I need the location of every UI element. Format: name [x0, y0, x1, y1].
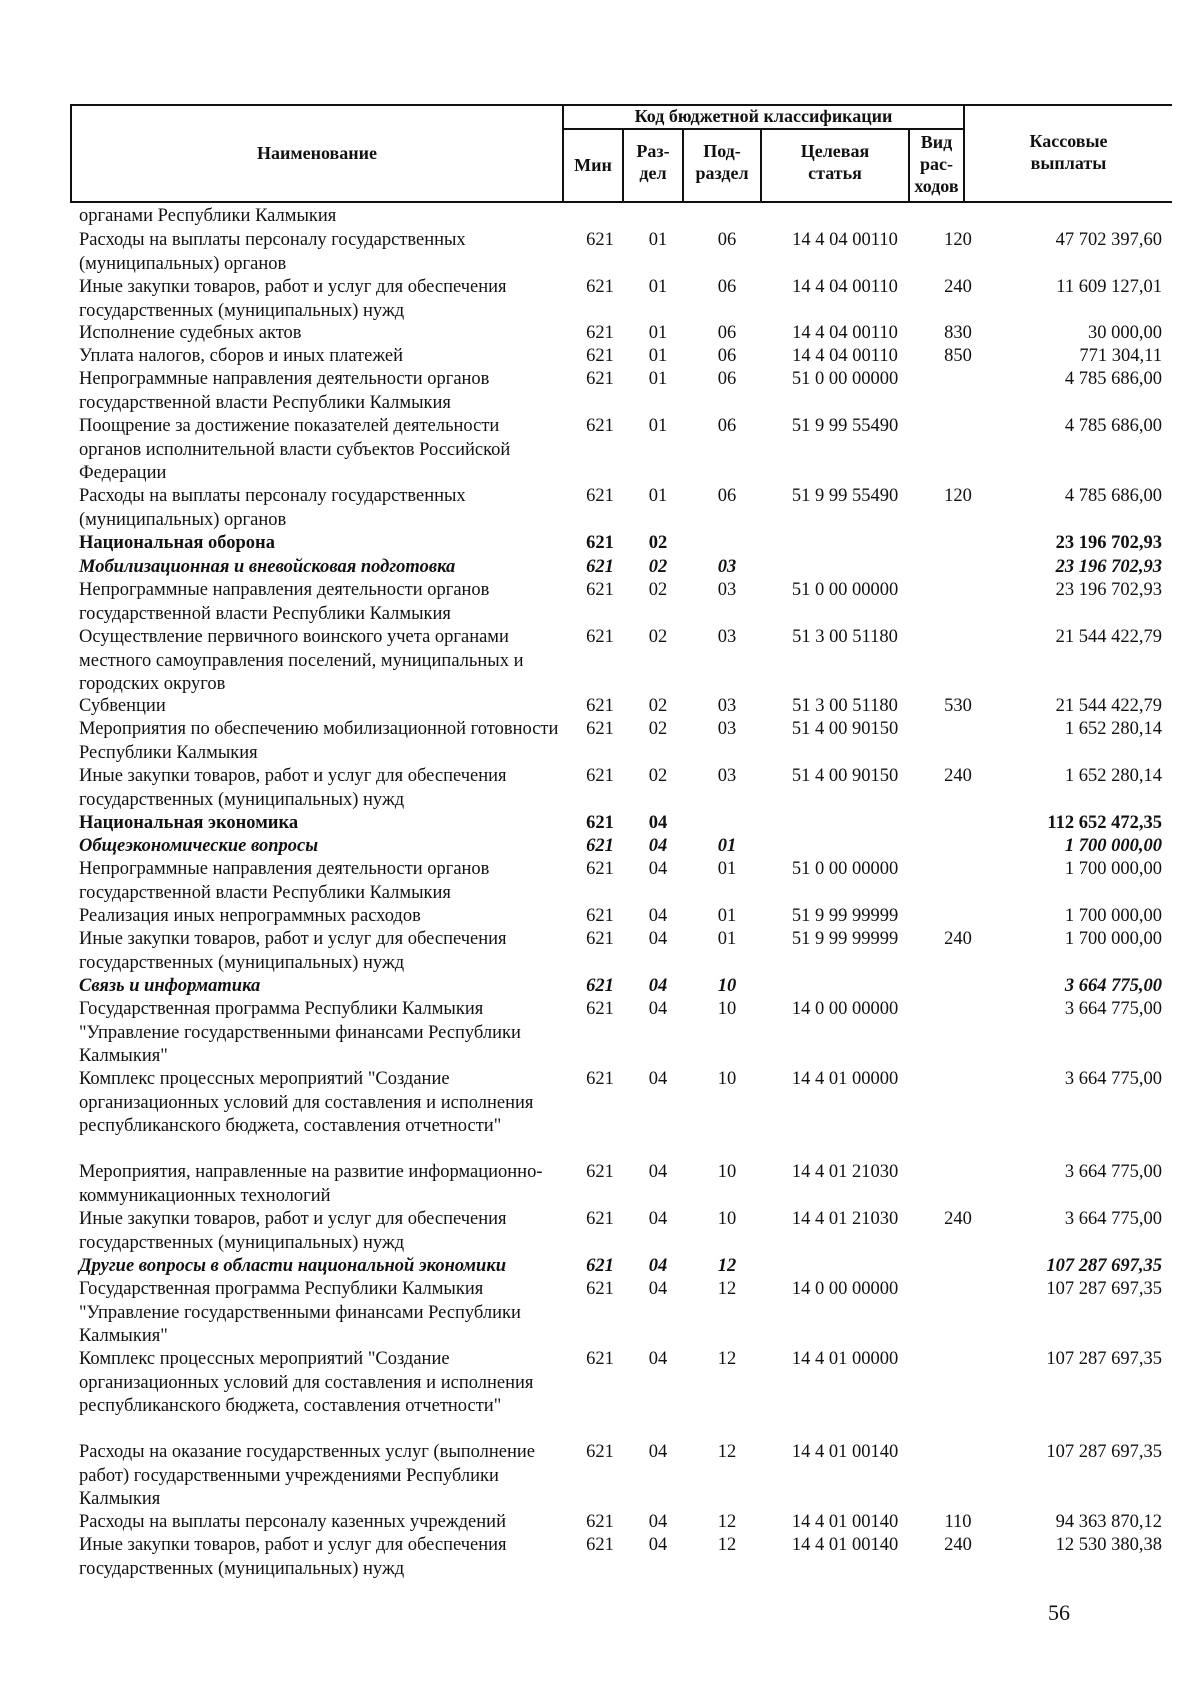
row-razdel: 04	[648, 1209, 668, 1229]
row-min: 621	[586, 230, 614, 250]
row-razdel: 04	[648, 1349, 668, 1369]
row-sum: 1 652 280,14	[1064, 719, 1162, 739]
row-podrazdel: 06	[717, 346, 737, 366]
row-vid: 240	[944, 1209, 972, 1229]
row-razdel: 02	[648, 580, 668, 600]
row-sum: 23 196 702,93	[1055, 580, 1162, 600]
row-tselevaya: 14 0 00 00000	[791, 999, 899, 1019]
row-sum: 771 304,11	[1079, 346, 1162, 366]
row-podrazdel: 06	[717, 230, 737, 250]
row-vid: 240	[944, 1535, 972, 1555]
row-razdel: 04	[648, 999, 668, 1019]
row-name: Расходы на выплаты персоналу казенных учреждений	[79, 1512, 506, 1532]
row-name: Иные закупки товаров, работ и услуг для обеспечения государственных (муниципальных) нужд	[79, 277, 507, 321]
row-name: Иные закупки товаров, работ и услуг для обеспечения государственных (муниципальных) нужд	[79, 1209, 507, 1253]
row-sum: 3 664 775,00	[1064, 1162, 1162, 1182]
row-sum: 3 664 775,00	[1064, 1069, 1162, 1089]
row-vid: 120	[944, 486, 972, 506]
header-vid-line1: Вид	[920, 132, 953, 152]
row-tselevaya: 14 4 01 00140	[791, 1512, 899, 1532]
row-sum: 112 652 472,35	[1047, 813, 1162, 833]
row-min: 621	[586, 766, 614, 786]
row-min: 621	[586, 859, 614, 879]
row-min: 621	[586, 1162, 614, 1182]
row-podrazdel: 06	[717, 486, 737, 506]
row-min: 621	[586, 416, 614, 436]
row-tselevaya: 14 0 00 00000	[791, 1279, 899, 1299]
row-podrazdel: 12	[717, 1279, 737, 1299]
row-podrazdel: 01	[717, 906, 737, 926]
row-tselevaya: 51 9 99 55490	[791, 486, 899, 506]
row-razdel: 04	[648, 813, 668, 833]
row-min: 621	[586, 323, 614, 343]
row-sum: 11 609 127,01	[1056, 277, 1162, 297]
row-name: Общеэкономические вопросы	[79, 836, 319, 856]
row-vid: 110	[944, 1512, 972, 1532]
row-name: Государственная программа Республики Калмыкия "Управление государственными финансами Республики Калмыкия"	[79, 1279, 521, 1346]
row-min: 621	[586, 1349, 614, 1369]
row-sum: 47 702 397,60	[1055, 230, 1162, 250]
header-razdel-line2: дел	[639, 163, 667, 183]
row-sum: 4 785 686,00	[1064, 416, 1162, 436]
row-tselevaya: 14 4 04 00110	[792, 323, 898, 343]
row-name: Связь и информатика	[79, 976, 261, 996]
header-code-group: Код бюджетной классификации	[634, 106, 893, 126]
row-min: 621	[586, 1535, 614, 1555]
row-podrazdel: 10	[717, 976, 737, 996]
row-podrazdel: 06	[717, 277, 737, 297]
row-podrazdel: 03	[717, 557, 737, 577]
row-name: Непрограммные направления деятельности органов государственной власти Республики Калмыкия	[79, 859, 490, 903]
header-razdel-line1: Раз-	[636, 141, 670, 161]
row-tselevaya: 14 4 01 00000	[791, 1069, 899, 1089]
row-name: Осуществление первичного воинского учета органами местного самоуправления поселений, муниципальных и городских округов	[79, 627, 524, 694]
row-min: 621	[586, 627, 614, 647]
row-tselevaya: 14 4 01 21030	[791, 1209, 899, 1229]
row-sum: 12 530 380,38	[1055, 1535, 1162, 1555]
row-sum: 3 664 775,00	[1064, 976, 1162, 996]
row-sum: 1 700 000,00	[1064, 836, 1162, 856]
header-podrazdel-line2: раздел	[695, 163, 749, 183]
header-podrazdel-line1: Под-	[703, 141, 741, 161]
row-tselevaya: 51 0 00 00000	[791, 369, 899, 389]
row-vid: 240	[944, 766, 972, 786]
row-razdel: 04	[648, 1512, 668, 1532]
row-razdel: 04	[648, 1442, 668, 1462]
row-razdel: 01	[648, 369, 668, 389]
row-razdel: 01	[648, 277, 668, 297]
row-podrazdel: 03	[717, 627, 737, 647]
row-min: 621	[586, 976, 614, 996]
row-sum: 1 700 000,00	[1064, 859, 1162, 879]
row-podrazdel: 01	[717, 836, 737, 856]
row-min: 621	[586, 906, 614, 926]
row-razdel: 04	[648, 1535, 668, 1555]
row-podrazdel: 10	[717, 999, 737, 1019]
row-min: 621	[586, 1279, 614, 1299]
row-tselevaya: 51 9 99 99999	[791, 906, 899, 926]
row-min: 621	[586, 346, 614, 366]
row-podrazdel: 10	[717, 1069, 737, 1089]
row-min: 621	[586, 557, 614, 577]
row-razdel: 01	[648, 416, 668, 436]
row-name: Мероприятия, направленные на развитие информационно-коммуникационных технологий	[79, 1162, 543, 1206]
header-podrazdel	[684, 140, 760, 184]
row-name: Исполнение судебных актов	[79, 323, 302, 343]
row-podrazdel: 03	[717, 719, 737, 739]
header-vid-line2: рас-	[920, 154, 953, 174]
row-razdel: 01	[648, 323, 668, 343]
row-tselevaya: 51 4 00 90150	[791, 766, 899, 786]
row-vid: 530	[944, 696, 972, 716]
row-sum: 21 544 422,79	[1055, 627, 1162, 647]
row-sum: 107 287 697,35	[1046, 1349, 1162, 1369]
row-podrazdel: 03	[717, 766, 737, 786]
row-tselevaya: 14 4 04 00110	[792, 346, 898, 366]
row-tselevaya: 51 3 00 51180	[792, 627, 898, 647]
row-tselevaya: 14 4 04 00110	[792, 230, 898, 250]
row-min: 621	[586, 1442, 614, 1462]
row-razdel: 04	[648, 859, 668, 879]
row-tselevaya: 14 4 01 00140	[791, 1442, 899, 1462]
row-name: Иные закупки товаров, работ и услуг для обеспечения государственных (муниципальных) нужд	[79, 929, 507, 973]
row-podrazdel: 12	[717, 1442, 737, 1462]
row-name: Комплекс процессных мероприятий "Создание организационных условий для составления и исполнения республиканского бюджета, составления отчетности"	[79, 1069, 534, 1136]
row-tselevaya: 14 4 01 00140	[791, 1535, 899, 1555]
row-min: 621	[586, 999, 614, 1019]
header-name: Наименование	[257, 143, 377, 163]
row-razdel: 04	[648, 906, 668, 926]
row-name: Иные закупки товаров, работ и услуг для обеспечения государственных (муниципальных) нужд	[79, 766, 507, 810]
row-podrazdel: 06	[717, 369, 737, 389]
header-tselevaya-line1: Целевая	[800, 141, 870, 161]
row-vid: 830	[944, 323, 972, 343]
row-razdel: 02	[648, 627, 668, 647]
row-tselevaya: 51 3 00 51180	[792, 696, 898, 716]
row-podrazdel: 10	[717, 1162, 737, 1182]
row-tselevaya: 51 9 99 55490	[791, 416, 899, 436]
row-podrazdel: 01	[717, 929, 737, 949]
row-podrazdel: 03	[717, 580, 737, 600]
row-tselevaya: 51 0 00 00000	[791, 859, 899, 879]
row-name: Комплекс процессных мероприятий "Создание организационных условий для составления и исполнения республиканского бюджета, составления отчетности"	[79, 1349, 534, 1416]
row-name: Уплата налогов, сборов и иных платежей	[79, 346, 404, 366]
header-kassovye-line1: Кассовые	[1029, 131, 1108, 151]
row-min: 621	[586, 1256, 614, 1276]
row-tselevaya: 51 4 00 90150	[791, 719, 899, 739]
header-razdel	[624, 140, 682, 184]
row-name: Реализация иных непрограммных расходов	[79, 906, 421, 926]
row-vid: 850	[944, 346, 972, 366]
row-min: 621	[586, 719, 614, 739]
row-name: Поощрение за достижение показателей деятельности органов исполнительной власти субъектов Российской Федерации	[79, 416, 511, 483]
row-sum: 107 287 697,35	[1046, 1442, 1162, 1462]
row-min: 621	[586, 580, 614, 600]
row-vid: 120	[944, 230, 972, 250]
row-name: Национальная экономика	[79, 813, 299, 833]
row-tselevaya: 14 4 04 00110	[792, 277, 898, 297]
row-razdel: 02	[648, 557, 668, 577]
header-vid	[910, 131, 963, 197]
row-vid: 240	[944, 929, 972, 949]
row-podrazdel: 01	[717, 859, 737, 879]
row-sum: 4 785 686,00	[1064, 369, 1162, 389]
row-min: 621	[586, 929, 614, 949]
row-sum: 94 363 870,12	[1055, 1512, 1162, 1532]
row-sum: 1 700 000,00	[1064, 929, 1162, 949]
row-sum: 107 287 697,35	[1046, 1256, 1162, 1276]
row-name: Мобилизационная и вневойсковая подготовка	[79, 557, 456, 577]
row-min: 621	[586, 836, 614, 856]
header-bottom-border	[70, 201, 1172, 203]
header-kassovye-line2: выплаты	[1030, 153, 1107, 173]
row-razdel: 02	[648, 533, 668, 553]
row-razdel: 02	[648, 696, 668, 716]
row-razdel: 04	[648, 929, 668, 949]
row-name: Государственная программа Республики Калмыкия "Управление государственными финансами Республики Калмыкия"	[79, 999, 521, 1066]
row-razdel: 04	[648, 1069, 668, 1089]
row-name: Мероприятия по обеспечению мобилизационной готовности Республики Калмыкия	[79, 719, 559, 763]
row-min: 621	[586, 813, 614, 833]
row-sum: 4 785 686,00	[1064, 486, 1162, 506]
row-min: 621	[586, 486, 614, 506]
row-razdel: 02	[648, 719, 668, 739]
row-name: Национальная оборона	[79, 533, 275, 553]
row-sum: 3 664 775,00	[1064, 1209, 1162, 1229]
row-razdel: 01	[648, 346, 668, 366]
row-name: Непрограммные направления деятельности органов государственной власти Республики Калмыкия	[79, 580, 490, 624]
row-tselevaya: 14 4 01 00000	[791, 1349, 899, 1369]
row-podrazdel: 03	[717, 696, 737, 716]
row-sum: 23 196 702,93	[1055, 557, 1162, 577]
row-name: Субвенции	[79, 696, 166, 716]
header-tselevaya	[762, 140, 908, 184]
row-sum: 23 196 702,93	[1055, 533, 1162, 553]
row-razdel: 01	[648, 486, 668, 506]
row-min: 621	[586, 277, 614, 297]
row-razdel: 01	[648, 230, 668, 250]
table-header	[70, 104, 1172, 203]
row-min: 621	[586, 1512, 614, 1532]
header-vid-line3: ходов	[914, 176, 959, 196]
row-min: 621	[586, 1209, 614, 1229]
row-sum: 1 652 280,14	[1064, 766, 1162, 786]
row-name: Расходы на выплаты персоналу государственных (муниципальных) органов	[79, 486, 466, 530]
row-razdel: 04	[648, 1162, 668, 1182]
row-tselevaya: 51 9 99 99999	[791, 929, 899, 949]
row-podrazdel: 06	[717, 416, 737, 436]
row-razdel: 04	[648, 976, 668, 996]
row-podrazdel: 06	[717, 323, 737, 343]
row-podrazdel: 12	[717, 1535, 737, 1555]
row-sum: 1 700 000,00	[1064, 906, 1162, 926]
row-podrazdel: 10	[717, 1209, 737, 1229]
row-min: 621	[586, 696, 614, 716]
row-podrazdel: 12	[717, 1512, 737, 1532]
row-name: Непрограммные направления деятельности органов государственной власти Республики Калмыкия	[79, 369, 490, 413]
row-name: Другие вопросы в области национальной экономики	[79, 1256, 507, 1276]
row-sum: 30 000,00	[1088, 323, 1162, 343]
row-min: 621	[586, 533, 614, 553]
row-podrazdel: 12	[717, 1256, 737, 1276]
header-kassovye	[965, 130, 1172, 174]
row-vid: 240	[944, 277, 972, 297]
row-name: Расходы на выплаты персоналу государственных (муниципальных) органов	[79, 230, 466, 274]
row-min: 621	[586, 369, 614, 389]
row-sum: 107 287 697,35	[1046, 1279, 1162, 1299]
row-sum: 3 664 775,00	[1064, 999, 1162, 1019]
row-tselevaya: 51 0 00 00000	[791, 580, 899, 600]
row-razdel: 04	[648, 836, 668, 856]
header-min: Мин	[574, 155, 612, 175]
row-min: 621	[586, 1069, 614, 1089]
row-name: Иные закупки товаров, работ и услуг для обеспечения государственных (муниципальных) нужд	[79, 1535, 507, 1579]
row-name: Расходы на оказание государственных услуг (выполнение работ) государственными учреждениями Республики Калмыкия	[79, 1442, 536, 1509]
row-name: органами Республики Калмыкия	[79, 206, 337, 226]
row-tselevaya: 14 4 01 21030	[791, 1162, 899, 1182]
row-sum: 21 544 422,79	[1055, 696, 1162, 716]
header-tselevaya-line2: статья	[808, 163, 862, 183]
row-podrazdel: 12	[717, 1349, 737, 1369]
page-number: 56	[1048, 1600, 1070, 1625]
row-razdel: 04	[648, 1256, 668, 1276]
row-razdel: 04	[648, 1279, 668, 1299]
row-razdel: 02	[648, 766, 668, 786]
